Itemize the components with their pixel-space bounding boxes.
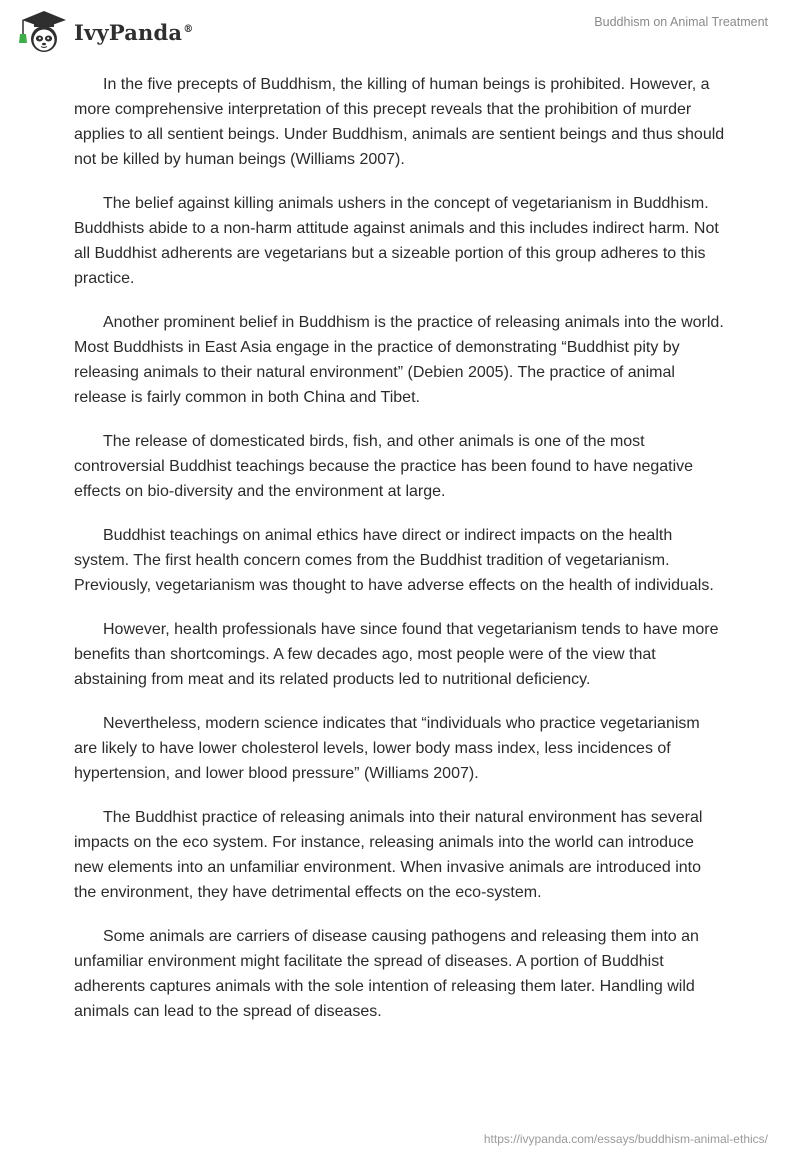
page-header (0, 0, 800, 64)
paragraph-5: Buddhist teachings on animal ethics have direct or indirect impacts on the health system. The first health concern comes from the Buddhist tradition of vegetarianism. Previously, vegetarianism was thought to have adverse effects on the health of individuals. (74, 527, 714, 594)
brand-logo[interactable] (14, 8, 193, 54)
paragraph-6: However, health professionals have since found that vegetarianism tends to have more benefits than shortcomings. A few decades ago, most people were of the view that abstaining from meat and its related products led to nutritional deficiency. (74, 621, 719, 688)
panda-graduate-icon (14, 8, 70, 54)
paragraph-9: Some animals are carriers of disease causing pathogens and releasing them into an unfamiliar environment might facilitate the spread of diseases. A portion of Buddhist adherents captures animals with the sole intention of releasing them later. Handling wild animals can lead to the spread of diseases. (74, 928, 699, 1020)
essay-body (74, 72, 726, 1043)
paragraph-4: The release of domesticated birds, fish, and other animals is one of the most controversial Buddhist teachings because the practice has been found to have negative effects on bio-diversity and the environment at large. (74, 433, 694, 500)
paragraph-8: The Buddhist practice of releasing animals into their natural environment has several impacts on the eco system. For instance, releasing animals into the world can introduce new elements into an unfamiliar environment. When invasive animals are introduced into the environment, they have detrimental effects on the eco-system. (74, 809, 703, 901)
paragraph-7: Nevertheless, modern science indicates that “individuals who practice vegetarianism are likely to have lower cholesterol levels, lower body mass index, less incidences of hypertension, and lower blood pressure” (Williams 2007). (74, 715, 700, 782)
brand-name: IvyPanda® (74, 19, 194, 45)
document-title: Buddhism on Animal Treatment (594, 15, 768, 29)
paragraph-3: Another prominent belief in Buddhism is the practice of releasing animals into the world. Most Buddhists in East Asia engage in the practice of demonstrating “Buddhist pity by releasing animals to their natural environment” (Debien 2005). The practice of animal release is fairly common in both China and Tibet. (74, 314, 724, 406)
source-url-link[interactable]: https://ivypanda.com/essays/buddhism-animal-ethics/ (483, 1132, 768, 1146)
paragraph-1: In the five precepts of Buddhism, the killing of human beings is prohibited. However, a more comprehensive interpretation of this precept reveals that the prohibition of murder applies to all sentient beings. Under Buddhism, animals are sentient beings and thus should not be killed by human beings (Williams 2007). (74, 76, 725, 168)
paragraph-2: The belief against killing animals ushers in the concept of vegetarianism in Buddhism. Buddhists abide to a non-harm attitude against animals and this includes indirect harm. Not all Buddhist adherents are vegetarians but a sizeable portion of this group adheres to this practice. (74, 195, 719, 287)
